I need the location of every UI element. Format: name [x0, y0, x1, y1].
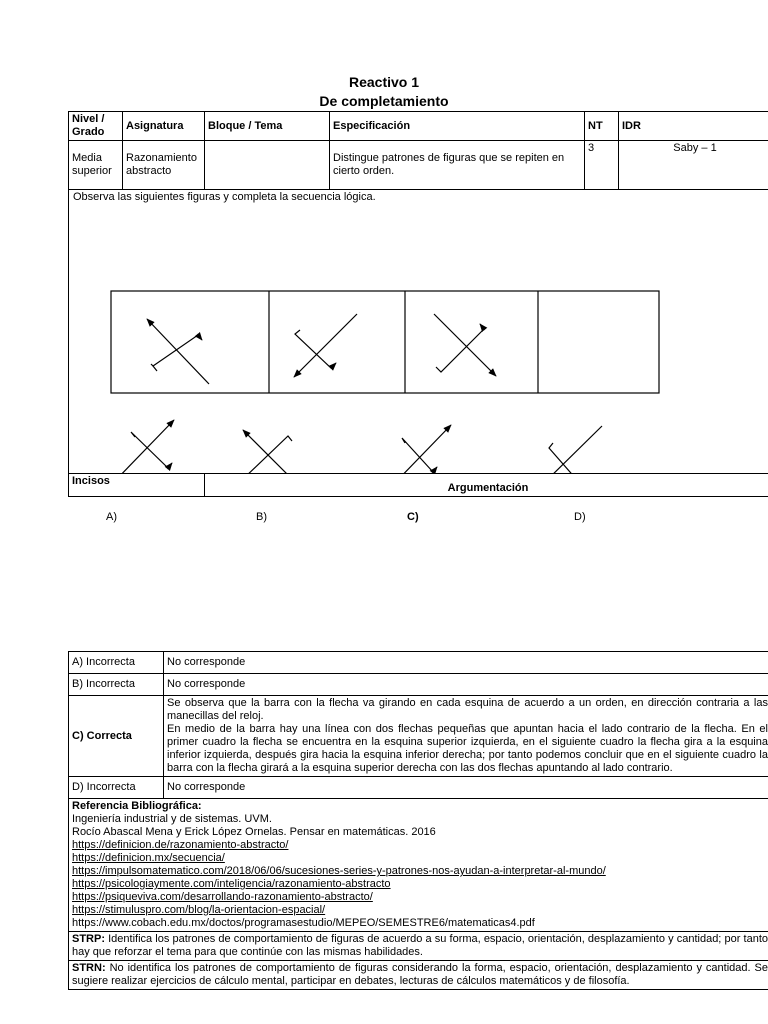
instruction-text: Observa las siguientes figuras y completa la secuencia lógica.	[73, 191, 376, 203]
option-c-label[interactable]: C)	[407, 511, 419, 523]
answer-c-paragraph-2: En medio de la barra hay una línea con dos flechas pequeñas que apuntan hacia el lado contrario de la flecha. En el primer cuadro la flecha se encuentra en la esquina superior izquierda, en el siguiente cuadro la flecha gira a la esquina inferior izquierda, después gira hacia la esquina inferior derecha; por tanto podemos concluir que en el siguiente cuadro la barra con la flecha girará a la esquina superior derecha con las dos flechas apuntando al lado contrario.	[167, 723, 768, 774]
sequence-figure-1	[147, 319, 209, 384]
strn-label: STRN:	[72, 962, 106, 974]
answer-c-paragraph-1: Se observa que la barra con la flecha va girando en cada esquina de acuerdo a un orden, en dirección contraria a las manecillas del reloj.	[167, 697, 768, 722]
reference-link[interactable]: https://psicologiaymente.com/inteligencia/razonamiento-abstracto	[72, 878, 391, 890]
answer-c-text	[164, 696, 768, 777]
option-b-label[interactable]: B)	[256, 511, 267, 523]
answer-d-label: D) Incorrecta	[69, 777, 164, 799]
header-row	[69, 112, 768, 141]
incisos-label: Incisos	[69, 474, 205, 497]
answer-b-label: B) Incorrecta	[69, 674, 164, 696]
header-nt: NT	[585, 112, 619, 141]
reference-link[interactable]: https://definicion.de/razonamiento-abstracto/	[72, 839, 289, 851]
references-cell	[69, 799, 768, 932]
sequence-figures	[69, 190, 768, 473]
reference-link[interactable]: https://definicion.mx/secuencia/	[72, 852, 225, 864]
reference-link[interactable]: https://www.cobach.edu.mx/doctos/programasestudio/MEPEO/SEMESTRE6/matematicas4.pdf	[72, 917, 535, 929]
answer-row-d	[69, 777, 768, 799]
answer-row-a	[69, 652, 768, 674]
cell-nivel: Media superior	[69, 141, 123, 190]
reference-link[interactable]: https://psiqueviva.com/desarrollando-razonamiento-abstracto/	[72, 891, 373, 903]
answer-c-label: C) Correcta	[69, 696, 164, 777]
strn-row	[69, 961, 768, 990]
answer-d-text: No corresponde	[164, 777, 768, 799]
option-c-figure	[390, 425, 451, 473]
sequence-figure-2	[294, 314, 357, 377]
reference-item: Ingeniería industrial y de sistemas. UVM.	[72, 813, 272, 825]
page-title: Reactivo 1	[348, 74, 420, 90]
sequence-figure-3	[434, 314, 496, 376]
answer-b-text: No corresponde	[164, 674, 768, 696]
option-a-label[interactable]: A)	[106, 511, 117, 523]
sequence-frame	[111, 291, 659, 393]
cell-idr: Saby – 1	[619, 141, 768, 190]
cell-especificacion: Distingue patrones de figuras que se repiten en cierto orden.	[330, 141, 585, 190]
answer-row-b	[69, 674, 768, 696]
reference-link[interactable]: https://stimuluspro.com/blog/la-orientacion-espacial/	[72, 904, 326, 916]
option-d-figure	[541, 426, 602, 473]
figure-row	[69, 190, 768, 474]
strp-cell	[69, 932, 768, 961]
argumentacion-label: Argumentación	[205, 474, 768, 497]
references-row	[69, 799, 768, 932]
header-idr: IDR	[619, 112, 768, 141]
cell-nt: 3	[585, 141, 619, 190]
page-subtitle: De completamiento	[319, 93, 449, 109]
strp-label: STRP:	[72, 933, 105, 945]
argumentation-table	[68, 651, 768, 990]
reference-item: Rocío Abascal Mena y Erick López Ornelas. Pensar en matemáticas. 2016	[72, 826, 436, 838]
strp-row	[69, 932, 768, 961]
option-d-label[interactable]: D)	[574, 511, 586, 523]
cell-bloque	[205, 141, 330, 190]
answer-row-c	[69, 696, 768, 777]
header-bloque: Bloque / Tema	[205, 112, 330, 141]
header-especificacion: Especificación	[330, 112, 585, 141]
option-a-figure	[113, 420, 174, 473]
option-b-figure	[242, 430, 305, 473]
header-asignatura: Asignatura	[123, 112, 205, 141]
cell-asignatura: Razonamiento abstracto	[123, 141, 205, 190]
header-nivel: Nivel / Grado	[69, 112, 123, 141]
reference-link[interactable]: https://impulsomatematico.com/2018/06/06/sucesiones-series-y-patrones-nos-ayudan-a-interpretar-al-mundo/	[72, 865, 606, 877]
strn-text: No identifica los patrones de comportamiento de figuras considerando la forma, espacio, orientación, desplazamiento y cantidad. Se sugiere realizar ejercicios de cálculo mental, participar en debates, lecturas de cálculos matemáticos y de filosofía.	[72, 962, 768, 987]
references-title: Referencia Bibliográfica:	[72, 800, 202, 812]
strn-cell	[69, 961, 768, 990]
footer-row	[69, 474, 768, 497]
answer-a-text: No corresponde	[164, 652, 768, 674]
data-row	[69, 141, 768, 190]
answer-a-label: A) Incorrecta	[69, 652, 164, 674]
strp-text: Identifica los patrones de comportamiento de figuras de acuerdo a su forma, espacio, orientación, desplazamiento y cantidad; por tanto hay que reforzar el tema para que continúe con las mismas habilidades.	[72, 933, 768, 958]
reactivo-table	[68, 111, 768, 523]
